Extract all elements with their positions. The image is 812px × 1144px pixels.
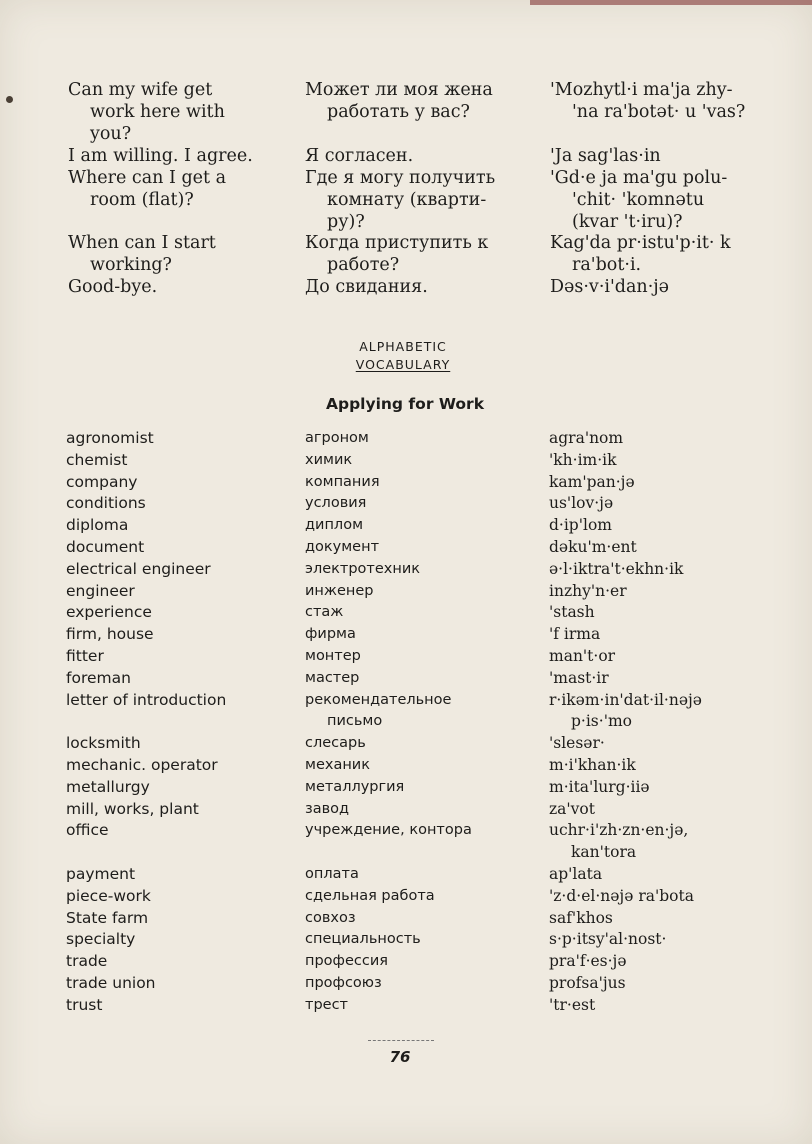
vocab-term: профсоюз xyxy=(305,974,382,991)
vocab-term: учреждение, контора xyxy=(305,822,472,839)
phrase-line: 'Ja sag'las·in xyxy=(550,146,661,166)
vocab-term: m·i'khan·ik xyxy=(549,755,636,774)
vocab-term: payment xyxy=(66,864,136,883)
vocab-term: ə·l·iktra't·ekhn·ik xyxy=(549,559,684,578)
vocab-term: piece-work xyxy=(66,886,151,905)
vocabulary-transcription-column xyxy=(549,428,789,1017)
phrase-entry xyxy=(550,145,790,167)
vocab-term: электротехник xyxy=(305,560,421,577)
vocab-term: мастер xyxy=(305,669,360,686)
phrase-line: Где я могу получить xyxy=(305,168,496,188)
vocab-term: uchr·i'zh·zn·en·jə, xyxy=(549,821,689,840)
vocab-term: 'tr·est xyxy=(549,995,596,1014)
vocabulary-russian-column xyxy=(305,428,535,1017)
phrase-continuation: (kvar 't·iru)? xyxy=(572,212,683,232)
vocab-term: совхоз xyxy=(305,909,356,926)
vocab-term: механик xyxy=(305,756,370,773)
vocab-term: letter of introduction xyxy=(66,690,227,709)
vocab-term: trust xyxy=(66,995,103,1014)
margin-mark xyxy=(6,96,13,103)
vocab-term: 'z·d·el·nəjə ra'bota xyxy=(549,886,694,905)
phrase-continuation: работать у вас? xyxy=(327,102,470,122)
phrase-line: Good-bye. xyxy=(68,277,158,297)
vocab-term: kam'pan·jə xyxy=(549,472,635,491)
phrase-entry xyxy=(68,232,268,276)
vocab-term: слесарь xyxy=(305,735,366,752)
phrase-line: 'Gd·e ja ma'gu polu- xyxy=(550,168,728,188)
phrase-entry xyxy=(305,276,515,298)
vocab-term: d·ip'lom xyxy=(549,516,612,535)
section-title-line1: ALPHABETIC xyxy=(359,339,447,354)
phrase-entry xyxy=(305,232,515,276)
phrase-continuation: 'na ra'botət· u 'vas? xyxy=(572,102,746,122)
phrase-entry xyxy=(305,167,515,233)
subsection-heading: Applying for Work xyxy=(325,395,485,413)
page-number-rule xyxy=(368,1040,434,1042)
vocab-term-continuation xyxy=(305,842,535,864)
vocab-term-continuation: p·is·'mo xyxy=(571,712,632,731)
phrase-entry xyxy=(68,145,268,167)
vocab-term: trade xyxy=(66,952,108,971)
phrase-line: Я согласен. xyxy=(305,146,414,166)
vocab-term: агроном xyxy=(305,430,369,446)
vocab-term: 'slesər· xyxy=(549,734,605,753)
vocab-term-continuation: kan'tora xyxy=(571,843,637,862)
phrase-continuation: room (flat)? xyxy=(90,190,194,210)
phrase-continuation: 'chit· 'komnətu xyxy=(572,190,705,210)
vocab-term: State farm xyxy=(66,908,149,927)
phrase-line: Can my wife get xyxy=(68,80,213,100)
phrase-line: Dəs·v·i'dan·jə xyxy=(550,277,670,297)
section-title-line2: VOCABULARY xyxy=(355,357,451,372)
vocab-term: dəku'm·ent xyxy=(549,537,637,556)
phrase-continuation: work here with xyxy=(90,102,225,122)
vocab-term: trade union xyxy=(66,973,156,992)
phrase-continuation: комнату (кварти- xyxy=(327,190,487,210)
vocab-term: za'vot xyxy=(549,799,595,818)
vocab-term-continuation xyxy=(66,842,286,864)
vocab-term: profsa'jus xyxy=(549,973,626,992)
vocab-term: us'lov·jə xyxy=(549,494,614,513)
vocab-term: сдельная работа xyxy=(305,887,435,904)
vocab-term: inzhy'n·er xyxy=(549,581,627,600)
phrase-line: Может ли моя жена xyxy=(305,80,493,100)
vocab-term: химик xyxy=(305,451,353,468)
vocab-term: рекомендательное xyxy=(305,691,452,708)
vocab-term: r·ikəm·in'dat·il·nəjə xyxy=(549,690,702,709)
phrase-line: When can I start xyxy=(68,233,216,253)
phrase-continuation: working? xyxy=(90,255,172,275)
vocab-term: locksmith xyxy=(66,734,141,753)
vocab-term: man't·or xyxy=(549,646,616,665)
phrase-entry xyxy=(305,79,515,123)
vocab-term: experience xyxy=(66,603,152,622)
vocab-term: agronomist xyxy=(66,429,154,447)
vocab-term: specialty xyxy=(66,930,136,949)
vocab-term: 'mast·ir xyxy=(549,668,609,687)
vocab-term: фирма xyxy=(305,626,356,643)
vocab-term: mechanic. operator xyxy=(66,755,218,774)
vocab-term: m·ita'lurg·iiə xyxy=(549,777,650,796)
vocab-term: metallurgy xyxy=(66,777,150,796)
phrase-entry xyxy=(550,232,790,276)
vocab-term: diploma xyxy=(66,516,129,535)
phrase-entry xyxy=(550,167,790,233)
vocab-term: оплата xyxy=(305,865,359,882)
vocab-term: mill, works, plant xyxy=(66,799,199,818)
vocab-term: профессия xyxy=(305,953,388,970)
vocab-term: pra'f·es·jə xyxy=(549,952,627,971)
phrase-line: 'Mozhytl·i ma'ja zhy- xyxy=(550,80,733,100)
vocabulary-english-column xyxy=(66,428,286,1017)
vocab-term: agra'nom xyxy=(549,429,624,447)
vocab-term: стаж xyxy=(305,604,344,621)
phrase-entry xyxy=(68,79,268,145)
phrase-entry xyxy=(305,145,515,167)
phrase-entry xyxy=(68,276,268,298)
vocab-term-continuation: письмо xyxy=(327,713,383,730)
page-number: 76 xyxy=(389,1048,411,1066)
vocab-term: document xyxy=(66,537,145,556)
binding-edge xyxy=(530,0,812,5)
vocab-term: ap'lata xyxy=(549,864,603,883)
vocab-term: условия xyxy=(305,495,367,512)
vocab-term: chemist xyxy=(66,450,128,469)
phrase-line: Kag'da pr·istu'p·it· k xyxy=(550,233,731,253)
vocab-term: saf'khos xyxy=(549,908,613,927)
vocab-term: инженер xyxy=(305,582,374,599)
phrase-entry xyxy=(550,276,790,298)
vocab-term: conditions xyxy=(66,494,146,513)
phrase-line: Where can I get a xyxy=(68,168,227,188)
vocab-term: металлургия xyxy=(305,778,405,795)
vocab-term: s·p·itsy'al·nost· xyxy=(549,930,667,949)
phrase-continuation: ra'bot·i. xyxy=(572,255,642,275)
phrase-continuation: you? xyxy=(90,124,132,144)
vocab-term: 'kh·im·ik xyxy=(549,450,617,469)
section-title xyxy=(300,338,506,374)
phrase-line: I am willing. I agree. xyxy=(68,146,253,166)
phrase-entry xyxy=(68,167,268,211)
vocab-term: engineer xyxy=(66,581,135,600)
vocab-term: трест xyxy=(305,996,348,1013)
vocab-term: завод xyxy=(305,800,350,817)
vocab-term: 'stash xyxy=(549,603,595,622)
phrase-entry xyxy=(550,79,790,123)
vocab-term: 'f irma xyxy=(549,625,601,644)
phrase-continuation: ру)? xyxy=(327,212,365,232)
vocab-term-continuation xyxy=(66,711,286,733)
vocab-term: fitter xyxy=(66,646,104,665)
phrase-continuation: работе? xyxy=(327,255,400,275)
vocab-term: диплом xyxy=(305,517,364,534)
phrase-line: До свидания. xyxy=(305,277,428,297)
phrase-line: Когда приступить к xyxy=(305,233,489,253)
vocab-term: electrical engineer xyxy=(66,559,211,578)
vocab-term: company xyxy=(66,472,138,491)
vocab-term: foreman xyxy=(66,668,131,687)
vocab-term: firm, house xyxy=(66,625,154,644)
vocab-term: монтер xyxy=(305,647,361,664)
vocab-term: документ xyxy=(305,538,380,555)
vocab-term: office xyxy=(66,821,109,840)
vocab-term: специальность xyxy=(305,931,421,948)
vocab-term: компания xyxy=(305,473,380,490)
